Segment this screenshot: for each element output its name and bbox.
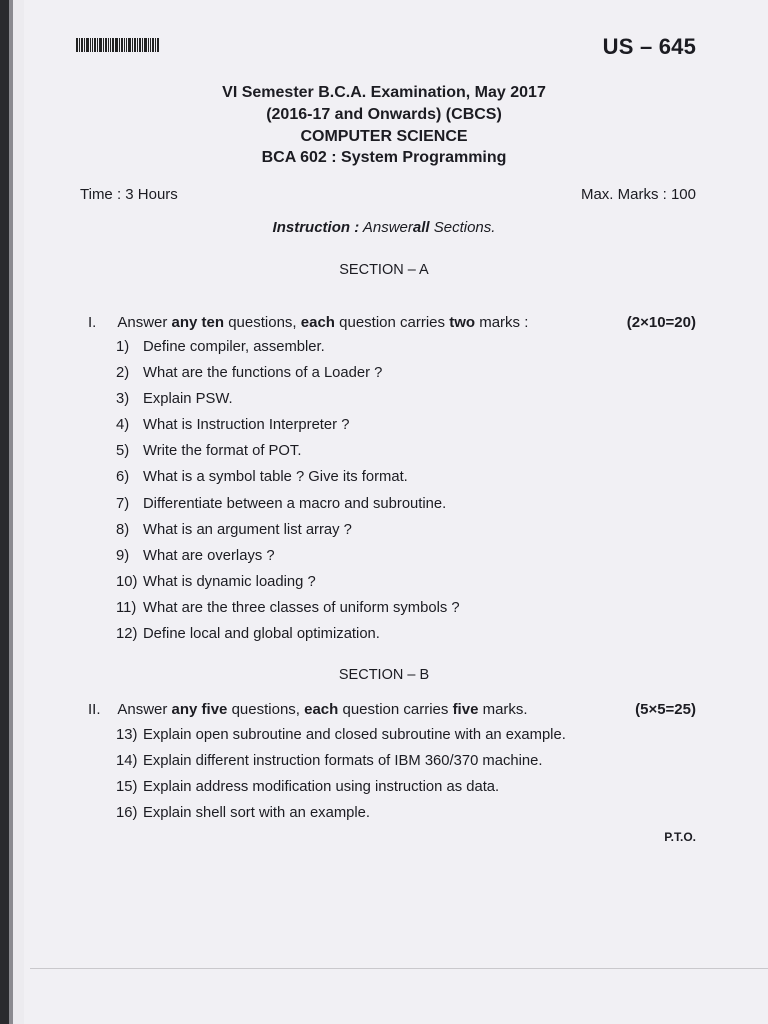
question-item xyxy=(116,748,566,774)
prompt-text: questions, xyxy=(227,701,305,718)
exam-title: VI Semester B.C.A. Examination, May 2017 xyxy=(222,84,546,101)
question-number: 8) xyxy=(116,521,130,538)
question-item xyxy=(116,569,460,595)
prompt-bold: each xyxy=(300,314,335,331)
exam-subject: COMPUTER SCIENCE xyxy=(300,128,468,145)
question-item xyxy=(116,800,566,826)
prompt-text: marks. xyxy=(478,701,528,718)
paper-code: US – 645 xyxy=(602,34,696,59)
instruction xyxy=(0,219,768,236)
section-b-questions xyxy=(116,722,566,826)
prompt-bold: each xyxy=(304,701,339,718)
prompt-bold: five xyxy=(452,701,479,718)
exam-course: BCA 602 : System Programming xyxy=(261,149,507,166)
question-text: Write the format of POT. xyxy=(143,443,302,460)
question-item xyxy=(116,386,460,412)
question-number: 10) xyxy=(116,573,138,590)
prompt-bold: any ten xyxy=(171,314,225,331)
prompt-text: questions, xyxy=(224,314,301,331)
question-number: 14) xyxy=(116,753,138,770)
section-a-title: SECTION – A xyxy=(339,262,429,278)
section-a-prompt xyxy=(88,314,528,331)
question-item xyxy=(116,722,566,748)
prompt-text: Answer xyxy=(117,701,172,718)
instruction-text-pre: Answer xyxy=(362,219,413,236)
question-number: 13) xyxy=(116,727,138,743)
section-b-roman: II. xyxy=(88,701,101,718)
section-b-title: SECTION – B xyxy=(338,667,430,683)
question-text: What are the three classes of uniform symbols ? xyxy=(143,599,460,616)
section-a-marks: (2×10=20) xyxy=(626,314,696,331)
question-item xyxy=(116,543,460,569)
question-text: Define local and global optimization. xyxy=(143,626,380,643)
section-a-questions xyxy=(116,334,460,647)
question-number: 4) xyxy=(116,417,130,434)
prompt-bold: any five xyxy=(171,701,228,718)
section-b-marks: (5×5=25) xyxy=(635,701,696,718)
question-number: 2) xyxy=(116,365,130,382)
instruction-text-bold: all xyxy=(412,219,430,236)
question-text: Explain different instruction formats of IBM 360/370 machine. xyxy=(143,753,543,770)
question-text: Explain address modification using instruction as data. xyxy=(143,779,500,796)
question-item xyxy=(116,412,460,438)
question-number: 16) xyxy=(116,805,138,822)
prompt-text: marks : xyxy=(475,314,529,331)
question-text: Explain PSW. xyxy=(143,391,233,408)
question-number: 7) xyxy=(116,495,130,512)
exam-scheme: (2016-17 and Onwards) (CBCS) xyxy=(266,106,502,123)
instruction-label: Instruction : xyxy=(272,219,360,236)
question-item xyxy=(116,334,460,360)
pto-marker: P.T.O. xyxy=(664,830,696,844)
question-item xyxy=(116,517,460,543)
barcode xyxy=(76,38,176,52)
question-text: What are the functions of a Loader ? xyxy=(143,365,383,382)
page-bottom-edge xyxy=(30,968,768,969)
question-number: 15) xyxy=(116,779,138,796)
prompt-text: question carries xyxy=(338,701,453,718)
section-a-roman: I. xyxy=(88,314,97,331)
question-number: 12) xyxy=(116,626,138,643)
max-marks: Max. Marks : 100 xyxy=(580,186,696,203)
question-text: What are overlays ? xyxy=(143,547,275,564)
question-number: 9) xyxy=(116,547,130,564)
question-number: 1) xyxy=(116,339,130,355)
question-item xyxy=(116,438,460,464)
question-item xyxy=(116,464,460,490)
prompt-bold: two xyxy=(449,314,476,331)
question-number: 6) xyxy=(116,469,130,486)
question-number: 11) xyxy=(116,599,137,616)
instruction-text-post: Sections. xyxy=(433,219,496,236)
question-number: 3) xyxy=(116,391,130,408)
question-number: 5) xyxy=(116,443,130,460)
question-item xyxy=(116,621,460,647)
question-text: Explain open subroutine and closed subroutine with an example. xyxy=(143,727,566,743)
question-item xyxy=(116,595,460,621)
question-text: What is a symbol table ? Give its format. xyxy=(143,469,408,486)
prompt-text: question carries xyxy=(334,314,450,331)
question-text: What is Instruction Interpreter ? xyxy=(143,417,350,434)
section-b-prompt xyxy=(88,701,528,718)
question-item xyxy=(116,774,566,800)
question-item xyxy=(116,491,460,517)
prompt-text: Answer xyxy=(117,314,172,331)
time-duration: Time : 3 Hours xyxy=(80,186,178,203)
question-item xyxy=(116,360,460,386)
question-text: Explain shell sort with an example. xyxy=(143,805,370,822)
question-text: Differentiate between a macro and subroutine. xyxy=(143,495,447,512)
question-text: What is an argument list array ? xyxy=(143,521,352,538)
question-text: Define compiler, assembler. xyxy=(143,339,325,355)
question-text: What is dynamic loading ? xyxy=(143,573,316,590)
